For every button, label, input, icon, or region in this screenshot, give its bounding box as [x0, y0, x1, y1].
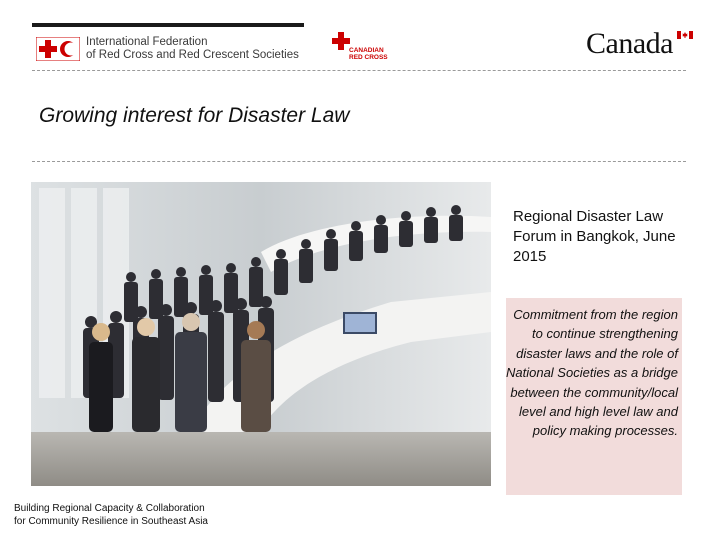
footer-line-1: Building Regional Capacity & Collaboration [14, 503, 205, 514]
slide-title: Growing interest for Disaster Law [39, 104, 350, 127]
canada-flag-icon [677, 31, 693, 39]
ifrc-logo [36, 36, 299, 62]
ifrc-line-2: of Red Cross and Red Crescent Societies [86, 49, 299, 61]
top-rule [32, 23, 304, 27]
title-divider [32, 161, 686, 162]
footer-line-2: for Community Resilience in Southeast Asia [14, 515, 208, 527]
red-cross-crescent-icon [36, 37, 80, 61]
commitment-box [506, 298, 682, 495]
ifrc-line-1: International Federation [86, 36, 208, 48]
commitment-text: Commitment from the region to continue strengthening disaster laws and the role of National Societies as a bridge between the community/local level and high level law and policy making processes. [506, 307, 678, 439]
crc-line-2: RED CROSS [349, 54, 388, 61]
footer [14, 503, 208, 528]
group-photo-icon [31, 182, 491, 486]
forum-caption: Regional Disaster Law Forum in Bangkok, June 2015 [513, 208, 676, 265]
canadian-red-cross-wordmark [349, 47, 388, 61]
crc-line-1: CANADIAN [349, 47, 384, 54]
ifrc-name [86, 36, 299, 62]
header-divider [32, 70, 686, 71]
canada-wordmark: Canada [586, 27, 673, 60]
